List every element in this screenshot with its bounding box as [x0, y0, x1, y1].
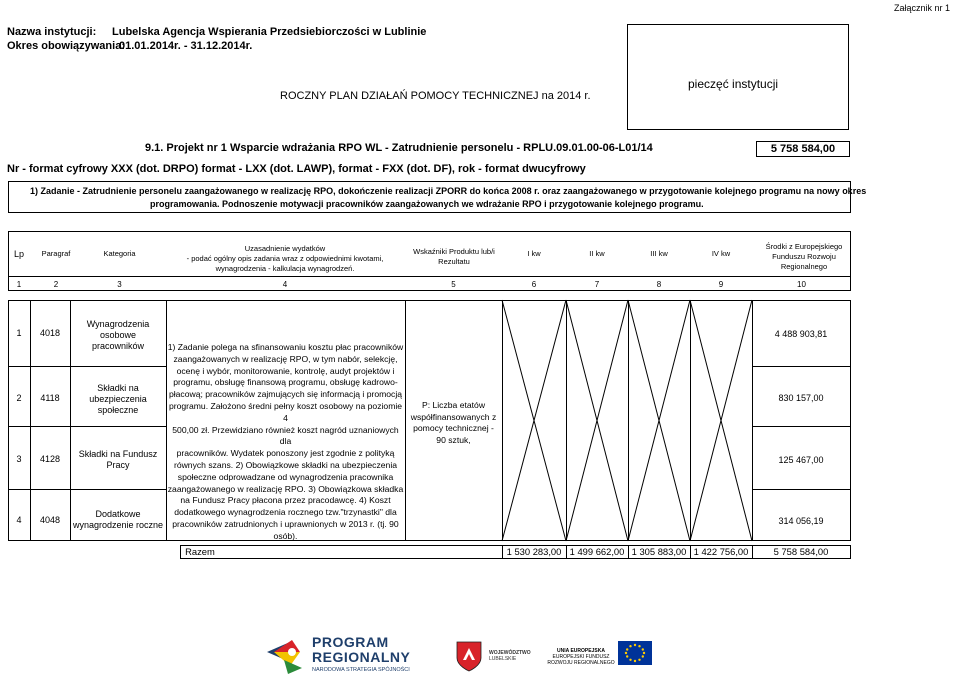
description-line: dodatkowego wynagrodzenia rocznego tzw."trzynastki" dla: [174, 507, 397, 518]
logo-program-line-1: PROGRAM: [312, 634, 389, 650]
eu-flag-icon: [618, 641, 652, 665]
institution-value: Lubelska Agencja Wspierania Przedsiebiorczości w Lublinie: [112, 26, 427, 38]
column-number: 6: [531, 280, 537, 289]
row-lp: 3: [16, 454, 22, 464]
description-line: zaangażowanego w realizację RPO. 3) Obowiązkowa składka: [167, 483, 404, 494]
column-number: 9: [718, 280, 724, 289]
description-line: osób).: [273, 530, 298, 541]
totals-total: 5 758 584,00: [773, 546, 829, 557]
indicator-text: [405, 400, 502, 446]
totals-q3: 1 305 883,00: [631, 546, 687, 557]
row-paragraf: 4118: [40, 393, 60, 403]
column-number: 1: [16, 280, 22, 289]
column-number: 4: [282, 280, 288, 289]
indicator-line: 90 sztuk,: [436, 434, 471, 445]
header-lp: Lp: [13, 249, 24, 259]
description-line: równych szans. 2) Obowiązkowe składki na ubezpieczenia: [173, 459, 398, 470]
row-kategoria: [70, 319, 166, 352]
column-number: 3: [117, 280, 122, 289]
row-kategoria-line: Dodatkowe: [95, 509, 141, 519]
header-q3: III kw: [650, 249, 668, 258]
row-amount: 125 467,00: [778, 455, 824, 465]
logo-program-line-2: REGIONALNY: [312, 649, 411, 665]
column-number: 10: [797, 280, 806, 289]
expense-description: [166, 342, 405, 543]
row-kategoria-line: pracowników: [91, 341, 145, 351]
row-paragraf: 4018: [39, 328, 61, 338]
header-q4: IV kw: [711, 249, 731, 258]
header-wskazniki-1: Wskaźniki Produktu lub/i: [413, 247, 495, 256]
description-line: 1) Zadanie polega na sfinansowaniu kosztu płac pracowników: [167, 342, 404, 352]
description-line: na Fundusz Pracy płacona przez pracodawcę. 4) Koszt: [180, 495, 391, 506]
totals-label: Razem: [185, 546, 215, 557]
lubelskie-coat-of-arms-icon: [455, 640, 483, 672]
row-lp: 1: [16, 328, 22, 338]
period-value: 01.01.2014r. - 31.12.2014r.: [119, 40, 253, 52]
logo-wojewodztwo-line-2: LUBELSKIE: [489, 656, 517, 662]
task-line-2: programowania. Podnoszenie motywacji pracowników zaangażowanych we wdrażanie RPO i przygotowanie kolejnego programu.: [150, 199, 704, 209]
description-line: programu, obsługę finansową programu, obsługę kadrowo-: [173, 377, 398, 388]
row-lp: 2: [16, 393, 22, 403]
logo-eu-line-2: EUROPEJSKI FUNDUSZ: [552, 654, 610, 660]
header-uzasadnienie-1: Uzasadnienie wydatków: [244, 244, 326, 253]
row-kategoria: [70, 449, 166, 471]
task-line-1: 1) Zadanie - Zatrudnienie personelu zaangażowanego w realizację RPO, dokończenie realizacji ZPORR do końca 2008 r. oraz zaangażowanego w przygotowanie kolejnego programu na nowy okres: [30, 186, 867, 196]
row-kategoria-line: Pracy: [106, 460, 130, 470]
totals-q4: 1 422 756,00: [693, 546, 749, 557]
row-kategoria-line: ubezpieczenia: [89, 394, 147, 404]
description-line: 500,00 zł. Przewidziano również koszt nagród uznaniowych dla: [172, 424, 399, 447]
row-amount: 4 488 903,81: [774, 329, 828, 339]
row-kategoria-line: społeczne: [97, 405, 139, 415]
row-kategoria: [70, 509, 166, 531]
row-kategoria-line: Składki na Fundusz: [78, 449, 158, 459]
row-kategoria-line: Składki na: [97, 383, 139, 393]
header-uzasadnienie-2: - podać ogólny opis zadania wraz z odpowiednimi kwotami,: [186, 254, 384, 263]
row-kategoria-line: osobowe: [99, 330, 137, 340]
header-srodki-2: Funduszu Rozwoju: [772, 252, 836, 261]
description-line: programu. Założono średni pełny koszt osobowy na poziomie 4: [168, 400, 403, 423]
header-wskazniki-2: Rezultatu: [438, 257, 470, 266]
project-amount: 5 758 584,00: [770, 143, 836, 155]
column-number: 7: [594, 280, 600, 289]
totals-q2: 1 499 662,00: [569, 546, 625, 557]
institution-label: Nazwa instytucji:: [7, 26, 97, 38]
description-line: zaangażowanych w realizację RPO, w tym nabór, selekcję,: [173, 353, 398, 364]
header-q1: I kw: [527, 249, 541, 258]
row-kategoria-line: wynagrodzenie roczne: [72, 520, 164, 530]
indicator-line: P: Liczba etatów: [421, 400, 486, 410]
totals-q1: 1 530 283,00: [506, 546, 562, 557]
logo-wojewodztwo-line-1: WOJEWÓDZTWO: [489, 650, 531, 656]
description-line: społeczne odprowadzane od wynagrodzenia pracownika: [177, 471, 394, 482]
period-label: Okres obowiązywania:: [7, 40, 125, 52]
header-kategoria: Kategoria: [103, 249, 136, 258]
plan-title: ROCZNY PLAN DZIAŁAŃ POMOCY TECHNICZNEJ na 2014 r.: [280, 90, 591, 102]
format-line: Nr - format cyfrowy XXX (dot. DRPO) format - LXX (dot. LAWP), format - FXX (dot. DF), rok - format dwucyfrowy: [7, 163, 586, 175]
header-srodki-3: Regionalnego: [780, 262, 828, 271]
header-uzasadnienie-3: wynagrodzenia - kalkulacja wynagrodzeń.: [215, 264, 355, 273]
indicator-line: pomocy technicznej -: [413, 423, 494, 433]
row-paragraf: 4128: [39, 454, 61, 464]
row-paragraf: 4048: [39, 515, 61, 525]
row-kategoria-line: Wynagrodzenia: [86, 319, 150, 329]
row-lp: 4: [16, 515, 22, 525]
description-line: płacową; pracowników zajmujących się informacją i promocją: [168, 389, 403, 400]
description-line: pracowników. Wydatek ponoszony jest zgodnie z polityką: [176, 448, 395, 459]
logo-program-line-3: NARODOWA STRATEGIA SPÓJNOŚCI: [312, 667, 410, 673]
header-paragraf: Paragraf: [41, 249, 71, 258]
column-number: 8: [656, 280, 662, 289]
description-line: ocenę i wybór, monitorowanie, kontrolę, audyt projektów i: [176, 365, 395, 376]
row-amount: 314 056,19: [778, 516, 824, 526]
column-number: 2: [53, 280, 59, 289]
attachment-label: Załącznik nr 1: [893, 3, 950, 13]
description-line: pracowników zatrudnionych i uprawnionych w 2013 r. (tj. 90: [172, 518, 399, 529]
project-title: 9.1. Projekt nr 1 Wsparcie wdrażania RPO WL - Zatrudnienie personelu - RPLU.09.01.00-06-L01/14: [145, 142, 653, 154]
header-srodki-1: Środki z Europejskiego: [765, 242, 843, 251]
logo-eu-line-3: ROZWOJU REGIONALNEGO: [547, 660, 615, 666]
row-amount: 830 157,00: [778, 393, 824, 403]
indicator-line: współfinansowanych z: [410, 411, 497, 422]
header-q2: II kw: [589, 249, 605, 258]
column-number: 5: [451, 280, 456, 289]
stamp-label: pieczęć instytucji: [688, 77, 779, 91]
logo-eu-line-1: UNIA EUROPEJSKA: [557, 648, 605, 654]
row-kategoria: [70, 383, 166, 416]
